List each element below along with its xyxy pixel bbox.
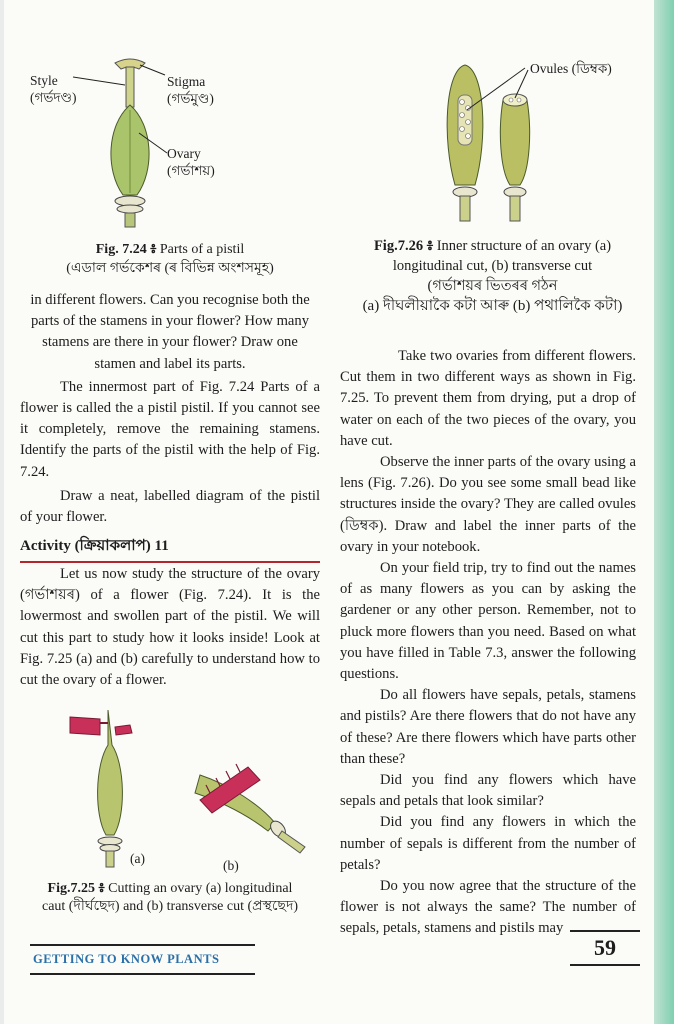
fig-7-25-title: Cutting an ovary (a) longitudinal	[108, 881, 293, 896]
stigma-label-en: Stigma	[167, 74, 206, 89]
stigma-label-bn: (গৰ্ভমুণ্ড)	[167, 91, 214, 106]
activity-heading: Activity (ক্রিয়াকলাপ) 11	[20, 534, 320, 563]
pistil-illustration	[95, 55, 165, 230]
right-paragraph-4: Do all flowers have sepals, petals, stamens and pistils? Are there flowers that do not have any of these? Are there flowers which have parts other than these?	[340, 687, 636, 767]
fig-7-26-number: Fig.7.26 ៖	[373, 238, 434, 254]
style-label	[30, 72, 76, 106]
page-edge-strip	[654, 0, 674, 1024]
fig-7-25-number: Fig.7.25 ៖	[47, 881, 105, 896]
right-paragraph-1: Take two ovaries from different flowers. Cut them in two different ways as shown in Fig. 7.25. To prevent them from drying, put a drop of water on each of the two pieces of the ovary, you have cut.	[340, 348, 636, 449]
right-paragraph-2: Observe the inner parts of the ovary using a lens (Fig. 7.26). Do you see some small bead like structures inside the ovary? They are called ovules (ডিম্বক). Draw and label the inner parts of the ovary in your notebook.	[340, 454, 636, 555]
fig-7-26-title: Inner structure of an ovary (a)	[436, 238, 612, 254]
right-paragraph-6: Did you find any flowers in which the number of sepals is different from the number of petals?	[340, 814, 636, 873]
stigma-label	[167, 73, 214, 107]
left-paragraph-2: The innermost part of Fig. 7.24 Parts of a flower is called the a pistil pistil. If you cannot see it completely, remove the remaining stamens. Identify the parts of the pistil with the help of Fig. 7.24.	[20, 378, 320, 480]
fig-7-25-caption	[16, 880, 324, 916]
fig-7-26-caption-line1	[340, 236, 645, 256]
left-paragraph-4: Let us now study the structure of the ovary (গৰ্ভাশয়ৰ) of a flower (Fig. 7.24). It is the lowermost and swollen part of the pistil. We will cut this part to study how it looks inside! Look at Fig. 7.25 (a) and (b) carefully to understand how to cut the ovary of a flower.	[20, 566, 320, 689]
style-label-en: Style	[30, 73, 58, 88]
ovary-label	[167, 145, 215, 179]
right-paragraph-7: Do you now agree that the structure of the flower is not always the same? The number of sepals, petals, stamens and pistils may	[340, 878, 636, 937]
ovary-label-en: Ovary	[167, 146, 201, 161]
fig-7-24-caption-line	[20, 240, 320, 259]
style-label-bn: (গৰ্ভদণ্ড)	[30, 90, 77, 105]
left-paragraph-3: Draw a neat, labelled diagram of the pistil of your flower.	[20, 487, 320, 526]
fig-7-25-caption-line2: caut (দীৰ্ঘছেদ) and (b) transverse cut (প্ৰস্থছেদ)	[41, 899, 298, 914]
right-column-text	[340, 346, 636, 940]
fig-7-25-caption-line1	[16, 880, 324, 898]
fig-7-26-caption-bn1: (গৰ্ভাশয়ৰ ভিতৰৰ গঠন	[427, 278, 558, 294]
fig-7-24-number: Fig. 7.24 ៖	[95, 242, 157, 257]
left-paragraph-1: in different flowers. Can you recognise both the parts of the stamens in your flower? How many stamens are there in your flower? Draw one stamen and label its parts.	[30, 292, 310, 372]
ovary-sections-illustration	[440, 60, 550, 230]
fig-7-26-caption	[340, 236, 645, 316]
footer-chapter-title: GETTING TO KNOW PLANTS	[30, 944, 255, 975]
ovules-label: Ovules (ডিম্বক)	[530, 61, 612, 76]
fig-7-25-label-b: (b)	[223, 858, 239, 873]
activity-text	[20, 564, 320, 691]
fig-7-24-title: Parts of a pistil	[159, 242, 245, 257]
fig-7-26-caption-line2: longitudinal cut, (b) transverse cut	[392, 258, 593, 274]
fig-7-24-caption-bn: (এডাল গৰ্ভকেশৰ (ৰ বিভিন্ন অংশসমূহ)	[66, 261, 274, 276]
left-column-text	[20, 290, 320, 528]
fig-7-25-label-a: (a)	[130, 851, 145, 866]
ovary-label-bn: (গৰ্ভাশয়)	[167, 163, 215, 178]
right-paragraph-5: Did you find any flowers which have sepals and petals that look similar?	[340, 772, 636, 810]
right-paragraph-3: On your field trip, try to find out the names of as many flowers as you can by asking the gardener or any other person. Remember, not to pluck more flowers than you need. Based on what you have filled in Table 7.3, answer the following questions.	[340, 560, 636, 683]
cutting-ovary-illustration	[60, 705, 310, 870]
page-number: 59	[570, 930, 640, 966]
fig-7-26-caption-bn2: (a) দীঘলীয়াকৈ কটা আৰু (b) পথালিকৈ কটা)	[362, 298, 623, 314]
fig-7-24-caption	[20, 240, 320, 278]
